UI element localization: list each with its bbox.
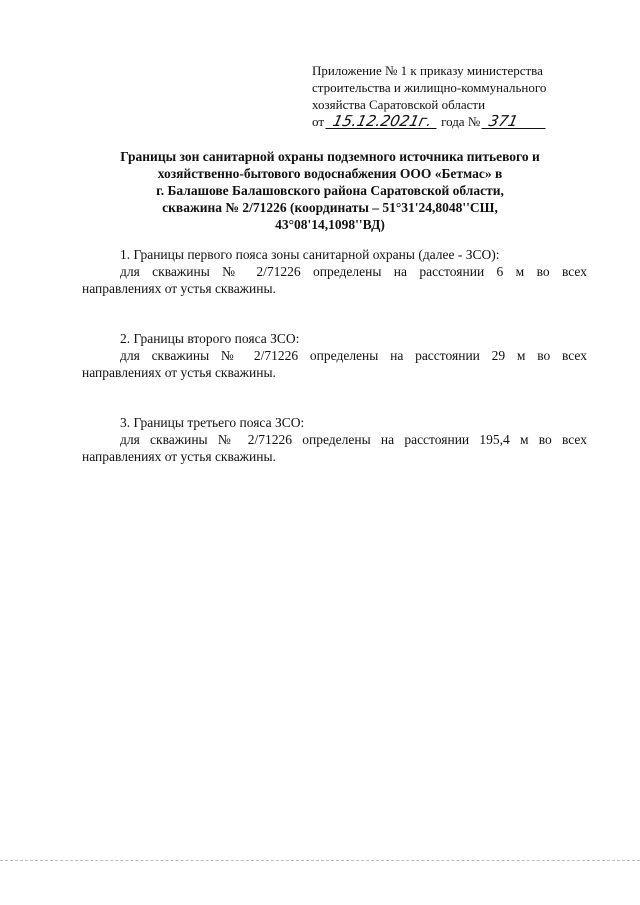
item-text-line-2: направлениях от устья скважины. [82,365,276,380]
list-item [82,330,587,381]
handwritten-date: 15.12.2021г. [326,114,440,129]
appendix-line-2: строительства и жилищно-коммунального [312,80,547,95]
title-line-1: Границы зон санитарной охраны подземного источника питьевого и [120,149,540,164]
appendix-line-1: Приложение № 1 к приказу министерства [312,63,543,78]
from-label: от [312,114,325,129]
title-line-3: г. Балашове Балашовского района Саратовской области, [156,183,504,198]
scan-edge-divider [0,860,640,861]
appendix-line-3: хозяйства Саратовской области [312,97,486,112]
item-heading: 2. Границы второго пояса ЗСО: [120,331,300,346]
list-item [82,414,587,465]
item-heading: 1. Границы первого пояса зоны санитарной охраны (далее - ЗСО): [120,247,500,262]
item-text-line-1: для скважины № 2/71226 определены на расстоянии 195,4 м во всех [120,432,587,447]
list-item [82,246,587,297]
item-text-line-1: для скважины № 2/71226 определены на расстоянии 29 м во всех [120,348,587,363]
zone-list [82,246,587,498]
item-text-line-1: для скважины № 2/71226 определены на расстоянии 6 м во всех [120,264,587,279]
appendix-date-line [312,113,602,130]
title-line-5: 43°08'14,1098''ВД) [275,217,385,232]
appendix-header [312,62,602,130]
item-text-line-2: направлениях от устья скважины. [82,449,276,464]
year-number-label: года № [441,114,481,129]
item-heading: 3. Границы третьего пояса ЗСО: [120,415,305,430]
title-line-4: скважина № 2/71226 (координаты – 51°31'24,8048''СШ, [162,200,498,215]
handwritten-order-number: 371 [482,114,549,129]
document-title [70,148,590,233]
title-line-2: хозяйственно-бытового водоснабжения ООО «Бетмас» в [157,166,503,181]
item-text-line-2: направлениях от устья скважины. [82,281,276,296]
